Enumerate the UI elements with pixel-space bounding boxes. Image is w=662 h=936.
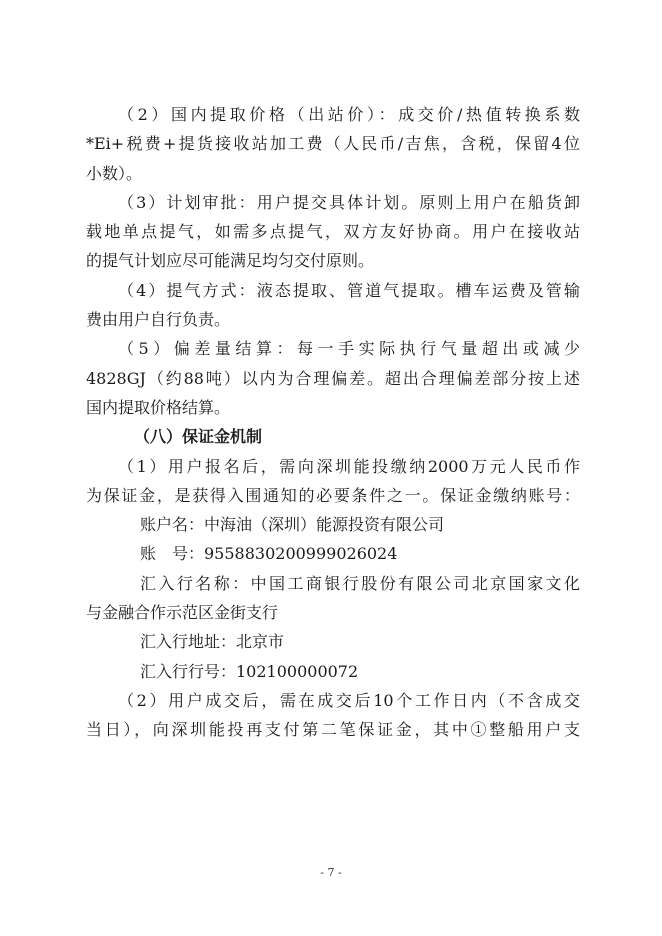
account-name-line: 账户名：中海油（深圳）能源投资有限公司 (140, 515, 445, 535)
paragraph-line: （2）国内提取价格（出站价）：成交价/热值转换系数 (118, 105, 580, 124)
paragraph-line: （5）偏差量结算：每一手实际执行气量超出或减少 (118, 339, 580, 359)
bank-name-continuation: 与金融合作示范区金街支行 (86, 603, 279, 623)
paragraph-line: （3）计划审批：用户提交具体计划。原则上用户在船货卸 (118, 192, 580, 212)
paragraph-line: 小数）。 (86, 163, 143, 183)
paragraph-line: （2）用户成交后，需在成交后10个工作日内（不含成交 (118, 690, 580, 710)
section-heading: （八）保证金机制 (134, 427, 263, 447)
paragraph-line: 载地单点提气，如需多点提气，双方友好协商。用户在接收站 (86, 222, 580, 242)
paragraph-line: *Ei+税费+提货接收站加工费（人民币/吉焦，含税，保留4位 (86, 134, 580, 154)
paragraph-line: 为保证金，是获得入围通知的必要条件之一。保证金缴纳账号： (86, 485, 580, 505)
paragraph-line: 4828GJ（约88吨）以内为合理偏差。超出合理偏差部分按上述 (86, 368, 580, 388)
paragraph-line: 费由用户自行负责。 (86, 310, 231, 330)
paragraph-line: 国内提取价格结算。 (86, 397, 231, 417)
paragraph-line: 当日），向深圳能投再支付第二笔保证金，其中①整船用户支 (86, 720, 580, 740)
paragraph-line: 的提气计划应尽可能满足均匀交付原则。 (86, 251, 375, 271)
account-number-line: 账 号：9558830200999026024 (140, 544, 398, 564)
paragraph-line: （1）用户报名后，需向深圳能投缴纳2000万元人民币作 (118, 456, 580, 476)
bank-code-line: 汇入行行号：102100000072 (140, 661, 359, 681)
bank-name-line: 汇入行名称：中国工商银行股份有限公司北京国家文化 (140, 573, 580, 593)
bank-address-line: 汇入行地址：北京市 (140, 632, 285, 652)
paragraph-line: （4）提气方式：液态提取、管道气提取。槽车运费及管输 (118, 280, 580, 300)
body-text (86, 100, 580, 745)
page-number: - 7 - (320, 866, 342, 879)
